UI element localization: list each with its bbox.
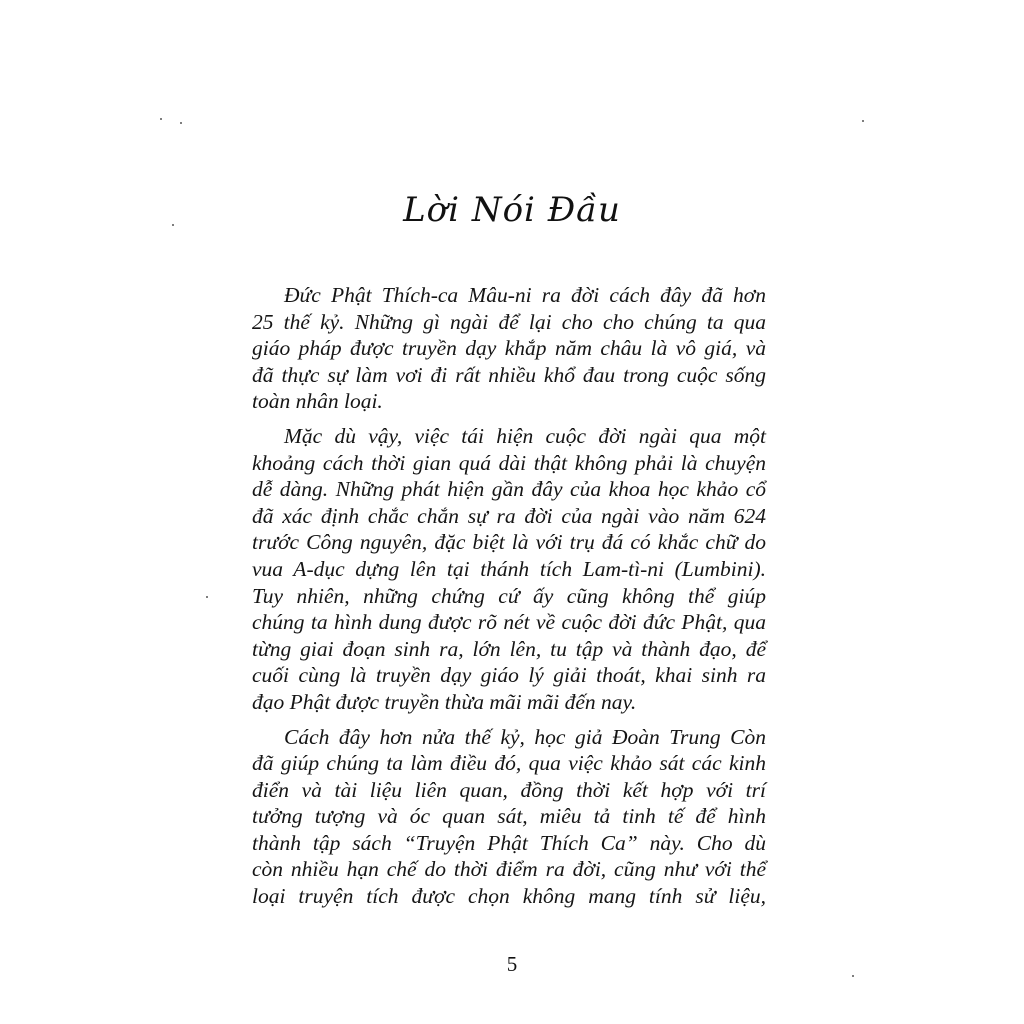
text-line: Cách đây hơn nửa thế kỷ, học giả Đoàn Trung Còn bbox=[284, 724, 766, 749]
scan-speck bbox=[206, 596, 208, 598]
text-line: giáo pháp được truyền dạy khắp năm châu là vô giá, và bbox=[252, 336, 766, 361]
text-line: Tuy nhiên, những chứng cứ ấy cũng không thể giúp bbox=[252, 583, 766, 608]
text-line: dễ dàng. Những phát hiện gần đây của khoa học khảo cổ bbox=[252, 477, 766, 502]
text-line: thành tập sách “Truyện Phật Thích Ca” này. Cho dù bbox=[252, 830, 766, 855]
text-line: cuối cùng là truyền dạy giáo lý giải thoát, khai sinh ra bbox=[252, 663, 766, 688]
text-line: còn nhiều hạn chế do thời điểm ra đời, cũng như với thể bbox=[252, 857, 766, 882]
scan-speck bbox=[172, 224, 174, 226]
page-number: 5 bbox=[506, 952, 518, 976]
body-text bbox=[252, 282, 766, 910]
text-line: tưởng tượng và óc quan sát, miêu tả tinh tế để hình bbox=[252, 804, 766, 829]
text-line: điển và tài liệu liên quan, đồng thời kết hợp với trí bbox=[252, 777, 766, 802]
scan-speck bbox=[862, 120, 864, 122]
text-line: Đức Phật Thích-ca Mâu-ni ra đời cách đây đã hơn bbox=[284, 283, 766, 307]
paragraph-1 bbox=[252, 282, 766, 415]
text-line: toàn nhân loại. bbox=[252, 389, 383, 414]
scan-speck bbox=[160, 118, 162, 120]
scan-speck bbox=[852, 975, 854, 977]
text-line: đã thực sự làm vơi đi rất nhiều khổ đau trong cuộc sống bbox=[252, 362, 766, 387]
text-line: khoảng cách thời gian quá dài thật không phải là chuyện bbox=[252, 450, 766, 475]
text-line: đạo Phật được truyền thừa mãi mãi đến nay. bbox=[252, 689, 637, 714]
paragraph-3 bbox=[252, 724, 766, 910]
text-line: đã xác định chắc chắn sự ra đời của ngài vào năm 624 bbox=[252, 503, 766, 528]
scan-speck bbox=[180, 122, 182, 124]
text-line: loại truyện tích được chọn không mang tính sử liệu, bbox=[252, 884, 766, 909]
text-line: từng giai đoạn sinh ra, lớn lên, tu tập và thành đạo, để bbox=[252, 636, 766, 661]
paragraph-2 bbox=[252, 423, 766, 716]
text-line: Mặc dù vậy, việc tái hiện cuộc đời ngài qua một bbox=[284, 423, 766, 448]
text-line: trước Công nguyên, đặc biệt là với trụ đá có khắc chữ do bbox=[252, 530, 766, 555]
page-title: Lời Nói Đầu bbox=[403, 190, 621, 230]
text-line: chúng ta hình dung được rõ nét về cuộc đời đức Phật, qua bbox=[252, 610, 766, 635]
text-line: đã giúp chúng ta làm điều đó, qua việc khảo sát các kinh bbox=[252, 751, 766, 776]
text-line: vua A-dục dựng lên tại thánh tích Lam-tì-ni (Lumbini). bbox=[252, 556, 766, 581]
text-line: 25 thế kỷ. Những gì ngài để lại cho cho chúng ta qua bbox=[252, 309, 766, 334]
